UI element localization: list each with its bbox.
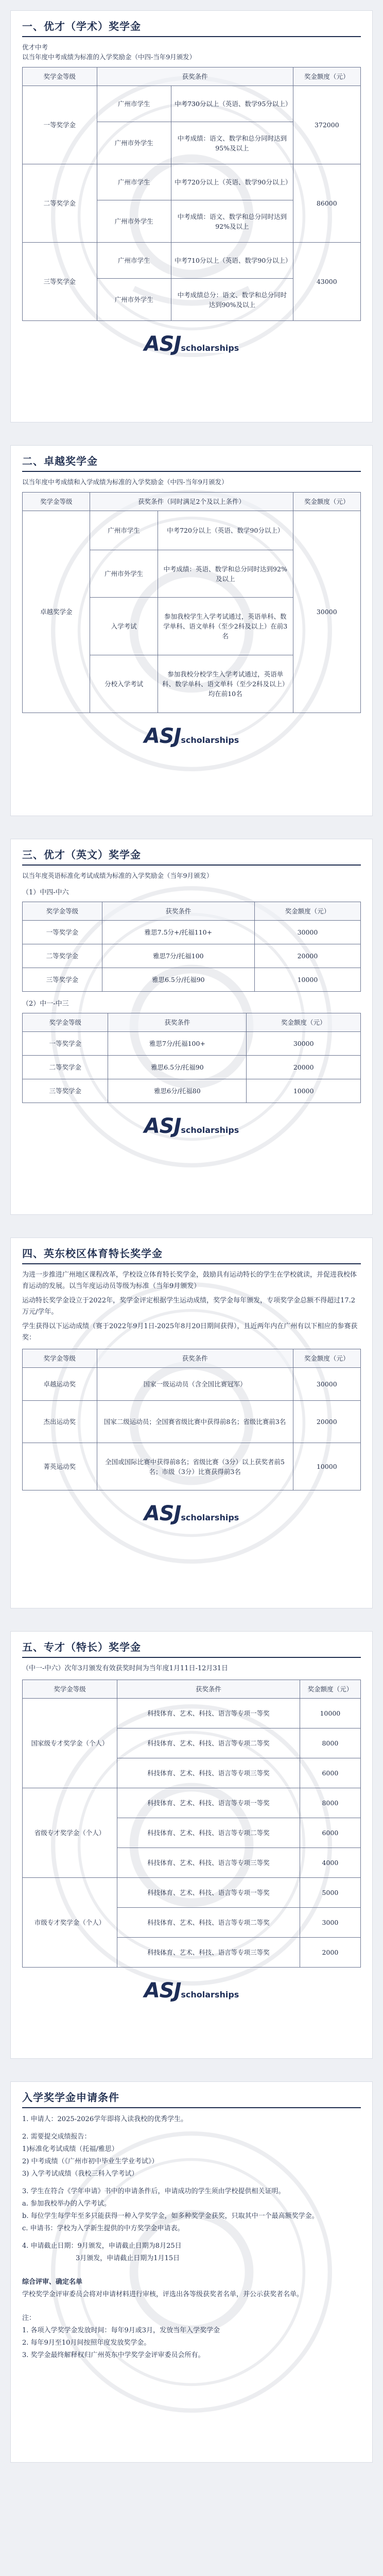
condition: 雅思7分/托福100 bbox=[102, 944, 254, 968]
table-row bbox=[23, 1032, 361, 1056]
table-row bbox=[23, 1056, 361, 1079]
table-row bbox=[23, 243, 361, 279]
condition-type: 分校入学考试 bbox=[90, 655, 158, 713]
condition: 雅思6.5分/托福90 bbox=[108, 1056, 247, 1079]
section-divider bbox=[22, 2107, 361, 2108]
intro-line: 以当年度中考成绩和入学成绩为标准的入学奖励金（中四-当年9月颁发） bbox=[22, 478, 228, 486]
list-item: 4. 申请截止日期：9月颁发，申请截止日期为8月25日 bbox=[22, 2242, 182, 2250]
table-row bbox=[23, 1699, 361, 1728]
logo-subtitle: scholarships bbox=[181, 735, 239, 745]
column-header: 奖金额度（元） bbox=[247, 1013, 361, 1032]
amount: 372000 bbox=[293, 86, 360, 164]
condition: 中考720分以上（英语、数学90分以上） bbox=[171, 164, 293, 200]
list-item: 3月颁发，申请截止日期为1月15日 bbox=[76, 2255, 180, 2262]
table-row bbox=[23, 1443, 361, 1490]
list-item: c. 申请书：学校为入学新生提供的中方奖学金申请表。 bbox=[22, 2225, 184, 2232]
list-item: 3) 入学考试成绩（我校三科入学考试） bbox=[22, 2170, 138, 2178]
section-academic-scholarship bbox=[10, 10, 373, 422]
condition: 国家二级运动员；全国赛省级比赛中获得前8名；省级比赛前3名 bbox=[97, 1401, 293, 1443]
amount: 30000 bbox=[254, 921, 360, 944]
section-talent-scholarship bbox=[10, 1631, 373, 2059]
asj-logo bbox=[22, 332, 361, 356]
condition: 雅思7.5分+/托福110+ bbox=[102, 921, 254, 944]
scholarship-level: 菁英运动奖 bbox=[23, 1443, 97, 1490]
amount: 20000 bbox=[293, 1401, 360, 1443]
list-item: 1)标准化考试成绩（托福/雅思） bbox=[22, 2145, 118, 2153]
logo-mark: ASJ bbox=[144, 1502, 181, 1526]
condition: 中考710分以上（英语、数学90分以上） bbox=[171, 243, 293, 279]
section-title: 二、卓越奖学金 bbox=[22, 455, 98, 467]
condition-type: 广州市学生 bbox=[90, 511, 158, 550]
list-item: 2) 中考成绩（《广州市初中毕业生学业考试》） bbox=[22, 2158, 159, 2165]
intro-line: 以当年度英语标准化考试成绩为标准的入学奖励金（当年9月颁发） bbox=[22, 872, 213, 879]
amount: 86000 bbox=[293, 164, 360, 243]
condition: 科技体育、艺术、科技、语言等专项一等奖 bbox=[117, 1878, 300, 1908]
amount: 10000 bbox=[247, 1079, 361, 1103]
condition: 科技体育、艺术、科技、语言等专项二等奖 bbox=[117, 1908, 300, 1938]
table-row bbox=[23, 968, 361, 992]
amount: 8000 bbox=[300, 1728, 360, 1758]
logo-mark: ASJ bbox=[144, 1979, 181, 2003]
section-title: 四、英东校区体育特长奖学金 bbox=[22, 1247, 163, 1260]
scholarship-level: 一等奖学金 bbox=[23, 1032, 108, 1056]
amount: 8000 bbox=[300, 1788, 360, 1818]
condition: 科技体育、艺术、科技、语言等专项二等奖 bbox=[117, 1728, 300, 1758]
condition: 参加我校分校学生入学考试通过，英语单科、数学单科、语文单科（至少2科及以上）均在前10名 bbox=[158, 655, 293, 713]
sports-scholarship-table bbox=[22, 1349, 361, 1490]
column-header: 获奖条件 bbox=[108, 1013, 247, 1032]
asj-logo bbox=[22, 1979, 361, 2003]
scholarship-level: 三等奖学金 bbox=[23, 1079, 108, 1103]
condition-type: 广州市外学生 bbox=[90, 550, 158, 598]
table-row bbox=[23, 1368, 361, 1401]
scholarship-level: 三等奖学金 bbox=[23, 968, 102, 992]
section-excellence-scholarship bbox=[10, 445, 373, 816]
amount: 20000 bbox=[247, 1056, 361, 1079]
column-header: 获奖条件（同时满足2个及以上条件） bbox=[90, 493, 293, 511]
scholarship-level: 杰出运动奖 bbox=[23, 1401, 97, 1443]
amount: 10000 bbox=[293, 1443, 360, 1490]
paragraph: 运动特长奖学金设立于2022年，奖学金评定根据学生运动成绩，奖学金每年颁发，专项奖学金总额不得超过17.2万元/学年。 bbox=[22, 1297, 356, 1316]
amount: 10000 bbox=[254, 968, 360, 992]
amount: 6000 bbox=[300, 1758, 360, 1788]
condition-type: 入学考试 bbox=[90, 598, 158, 655]
review-heading: 综合评审、确定名单 bbox=[22, 2278, 83, 2286]
amount: 4000 bbox=[300, 1848, 360, 1878]
condition: 科技体育、艺术、科技、语言等专项二等奖 bbox=[117, 1818, 300, 1848]
asj-logo bbox=[22, 1502, 361, 1526]
notes-heading: 注： bbox=[22, 2314, 36, 2322]
condition: 科技体育、艺术、科技、语言等专项三等奖 bbox=[117, 1938, 300, 1968]
scholarship-level: 市级专才奖学金（个人） bbox=[23, 1878, 117, 1968]
table-row bbox=[23, 511, 361, 550]
logo-mark: ASJ bbox=[144, 1114, 181, 1138]
paragraph: 为进一步推进广州地区课程改革，学校设立体育特长奖学金，鼓励具有运动特长的学生在学校就读，并促进我校体育运动的发展。以当年度运动员等级为标准（当年9月颁发） bbox=[22, 1271, 357, 1290]
column-header: 奖金额度（元） bbox=[254, 902, 360, 921]
condition: 雅思7分/托福100+ bbox=[108, 1032, 247, 1056]
logo-subtitle: scholarships bbox=[181, 1990, 239, 1999]
condition: 科技体育、艺术、科技、语言等专项三等奖 bbox=[117, 1758, 300, 1788]
condition: 雅思6分/托福80 bbox=[108, 1079, 247, 1103]
note-item: 3. 奖学金最终解释权归广州英东中学奖学金评审委员会所有。 bbox=[22, 2351, 205, 2359]
scholarship-level: 卓越奖学金 bbox=[23, 511, 90, 713]
asj-logo bbox=[22, 724, 361, 748]
column-header: 奖金额度（元） bbox=[293, 493, 360, 511]
applicant-type: 广州市学生 bbox=[97, 86, 171, 122]
list-item: 1. 申请人：2025-2026学年即将入读我校的优秀学生。 bbox=[22, 2115, 188, 2123]
subsection-label: （2）中一-中三 bbox=[22, 1000, 69, 1008]
table-row bbox=[23, 1878, 361, 1908]
scholarship-level: 三等奖学金 bbox=[23, 243, 97, 321]
logo-subtitle: scholarships bbox=[181, 1513, 239, 1522]
condition: 国家一级运动员（含全国比赛冠军） bbox=[97, 1368, 293, 1401]
column-header: 奖学金等级 bbox=[23, 902, 102, 921]
note-item: 2. 每年9月至10月间按照年度发放奖学金。 bbox=[22, 2339, 151, 2347]
scholarship-level: 一等奖学金 bbox=[23, 86, 97, 164]
section-divider bbox=[22, 471, 361, 472]
amount: 20000 bbox=[254, 944, 360, 968]
column-header: 奖金额度（元） bbox=[300, 1680, 360, 1699]
academic-scholarship-table bbox=[22, 67, 361, 321]
table-row bbox=[23, 164, 361, 200]
list-item: 2. 需要提交成绩报告： bbox=[22, 2133, 91, 2141]
applicant-type: 广州市学生 bbox=[97, 243, 171, 279]
amount: 5000 bbox=[300, 1878, 360, 1908]
table-row bbox=[23, 921, 361, 944]
logo-mark: ASJ bbox=[144, 332, 181, 356]
condition: 科技体育、艺术、科技、语言等专项三等奖 bbox=[117, 1848, 300, 1878]
scholarship-level: 二等奖学金 bbox=[23, 164, 97, 243]
intro-line: 以当年度中考成绩为标准的入学奖励金（中四-当年9月颁发） bbox=[22, 53, 196, 61]
table-row bbox=[23, 1401, 361, 1443]
scholarship-level: 二等奖学金 bbox=[23, 944, 102, 968]
applicant-type: 广州市学生 bbox=[97, 164, 171, 200]
table-row bbox=[23, 86, 361, 122]
excellence-scholarship-table bbox=[22, 492, 361, 713]
section-divider bbox=[22, 1263, 361, 1264]
english-scholarship-table-senior bbox=[22, 902, 361, 992]
talent-scholarship-table bbox=[22, 1680, 361, 1968]
table-row bbox=[23, 944, 361, 968]
list-item: 3. 学生在符合《学年申请》书中的申请条件后，申请成功的学生须由学校提供相关证明。 bbox=[22, 2188, 285, 2195]
subsection-label: （1）中四-中六 bbox=[22, 889, 69, 896]
applicant-type: 广州市外学生 bbox=[97, 279, 171, 321]
scholarship-level: 二等奖学金 bbox=[23, 1056, 108, 1079]
column-header: 奖学金等级 bbox=[23, 1349, 97, 1368]
column-header: 获奖条件 bbox=[102, 902, 254, 921]
column-header: 奖金额度（元） bbox=[293, 67, 360, 86]
condition: 全国或国际比赛中获得前8名；省级比赛（3分）以上获奖者前5名；市级（3分）比赛获得前3名 bbox=[97, 1443, 293, 1490]
scholarship-level: 国家级专才奖学金（个人） bbox=[23, 1699, 117, 1788]
logo-mark: ASJ bbox=[144, 724, 181, 748]
scholarship-level: 省级专才奖学金（个人） bbox=[23, 1788, 117, 1878]
column-header: 获奖条件 bbox=[117, 1680, 300, 1699]
condition: 雅思6.5分/托福90 bbox=[102, 968, 254, 992]
section-divider bbox=[22, 36, 361, 37]
table-row bbox=[23, 1788, 361, 1818]
column-header: 奖金额度（元） bbox=[293, 1349, 360, 1368]
condition: 中考成绩总分：语文、数学和总分同时达到90%及以上 bbox=[171, 279, 293, 321]
amount: 2000 bbox=[300, 1938, 360, 1968]
amount: 6000 bbox=[300, 1818, 360, 1848]
section-sports-scholarship bbox=[10, 1238, 373, 1608]
conditions-list bbox=[22, 2113, 361, 2362]
condition: 参加我校学生入学考试通过，英语单科、数学单科、语文单科（至少2科及以上）在前3名 bbox=[158, 598, 293, 655]
section-english-scholarship bbox=[10, 839, 373, 1215]
table-row bbox=[23, 1079, 361, 1103]
intro-line: （中一-中六）次年3月颁发有效获奖时间为当年度1月11日-12月31日 bbox=[22, 1665, 228, 1672]
section-title: 三、优才（英文）奖学金 bbox=[22, 849, 141, 861]
amount: 3000 bbox=[300, 1908, 360, 1938]
amount: 30000 bbox=[293, 1368, 360, 1401]
logo-subtitle: scholarships bbox=[181, 1125, 239, 1135]
condition: 中考730分以上（英语、数学95分以上） bbox=[171, 86, 293, 122]
column-header: 奖学金等级 bbox=[23, 1680, 117, 1699]
condition: 科技体育、艺术、科技、语言等专项一等奖 bbox=[117, 1699, 300, 1728]
note-item: 1. 各项入学奖学金发放时间：每年9月或3月，发放当年入学奖学金 bbox=[22, 2327, 220, 2334]
asj-logo bbox=[22, 1114, 361, 1138]
column-header: 获奖条件 bbox=[97, 67, 293, 86]
condition: 中考720分以上（英语、数学90分以上） bbox=[158, 511, 293, 550]
condition: 中考成绩：语文、数学和总分同时达到92%及以上 bbox=[171, 200, 293, 243]
intro-line: 优才中考 bbox=[22, 43, 48, 51]
amount: 10000 bbox=[300, 1699, 360, 1728]
applicant-type: 广州市外学生 bbox=[97, 200, 171, 243]
list-item: b. 每位学生每学年至多只能获得一种入学奖学金，如多种奖学金获奖，只取其中一个最高额奖学金。 bbox=[22, 2212, 319, 2220]
amount: 30000 bbox=[247, 1032, 361, 1056]
condition: 中考成绩：语文、数学和总分同时达到95%及以上 bbox=[171, 122, 293, 164]
scholarship-level: 卓越运动奖 bbox=[23, 1368, 97, 1401]
condition: 科技体育、艺术、科技、语言等专项一等奖 bbox=[117, 1788, 300, 1818]
column-header: 奖学金等级 bbox=[23, 1013, 108, 1032]
section-title: 入学奖学金申请条件 bbox=[22, 2091, 119, 2104]
section-title: 五、专才（特长）奖学金 bbox=[22, 1641, 141, 1653]
scholarship-level: 一等奖学金 bbox=[23, 921, 102, 944]
column-header: 奖学金等级 bbox=[23, 67, 97, 86]
review-text: 学校奖学金评审委员会将对申请材料进行审核，评选出各等级获奖者名单，并公示获奖者名单。 bbox=[22, 2291, 304, 2298]
list-item: a. 参加我校举办的入学考试。 bbox=[22, 2200, 111, 2208]
section-divider bbox=[22, 865, 361, 866]
english-scholarship-table-junior bbox=[22, 1013, 361, 1103]
condition: 中考成绩：英语、数学和总分同时达到92%及以上 bbox=[158, 550, 293, 598]
logo-subtitle: scholarships bbox=[181, 343, 239, 353]
applicant-type: 广州市外学生 bbox=[97, 122, 171, 164]
section-title: 一、优才（学术）奖学金 bbox=[22, 20, 141, 32]
column-header: 奖学金等级 bbox=[23, 493, 90, 511]
column-header: 获奖条件 bbox=[97, 1349, 293, 1368]
amount: 30000 bbox=[293, 511, 360, 713]
section-divider bbox=[22, 1657, 361, 1658]
amount: 43000 bbox=[293, 243, 360, 321]
paragraph: 学生获得以下运动成绩（赛于2022年9月1日-2025年8月20日期间获得），且近两年内在广州有以下相应的参赛获奖： bbox=[22, 1323, 358, 1342]
section-application-conditions bbox=[10, 2081, 373, 2463]
